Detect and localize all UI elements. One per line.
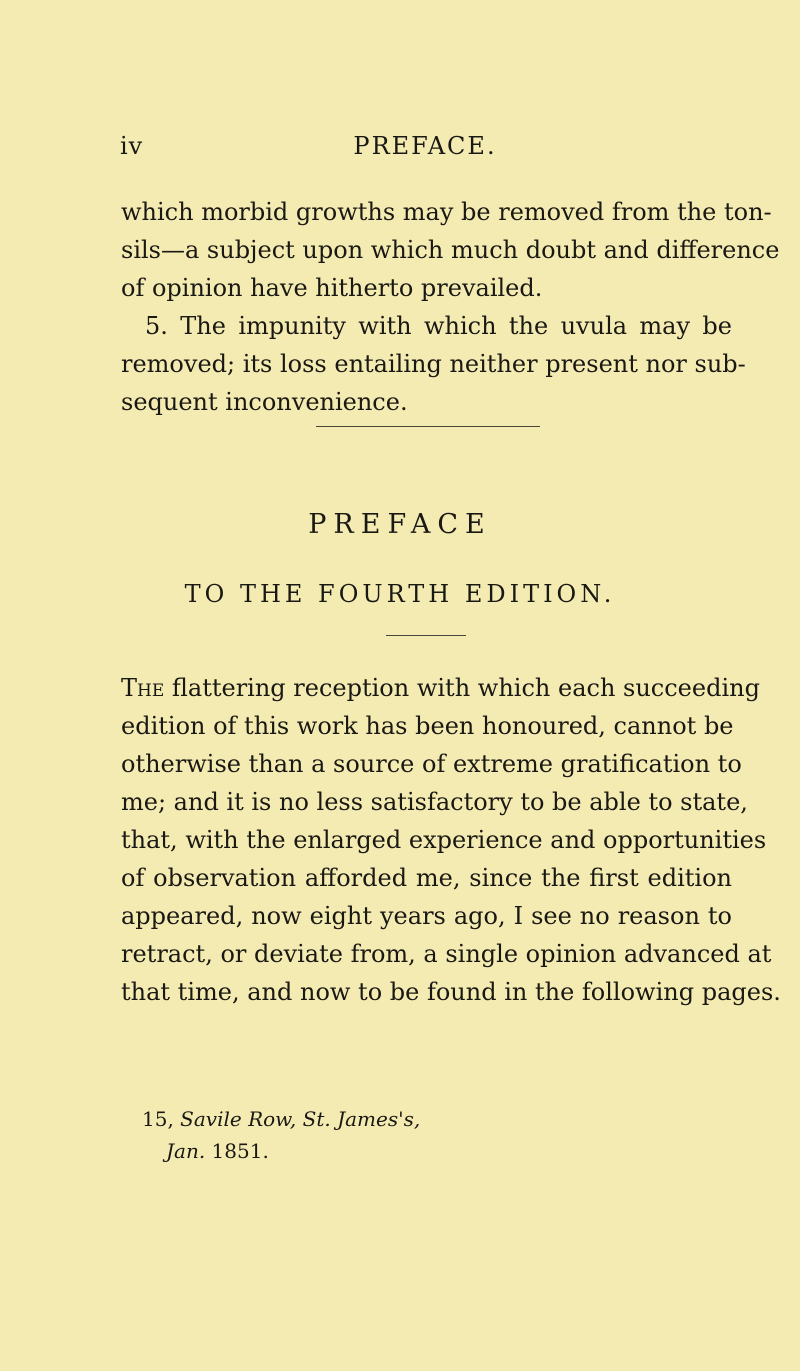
opening-line-text: flattering reception with which each succeeding (171, 674, 760, 702)
text-line: removed; its loss entailing neither present nor sub- (121, 350, 746, 378)
text-line: that time, and now to be found in the following pages. (121, 978, 781, 1006)
text-line: sils—a subject upon which much doubt and difference (121, 236, 780, 264)
text-line: appeared, now eight years ago, I see no reason to (121, 902, 732, 930)
text-line: retract, or deviate from, a single opinion advanced at (121, 940, 772, 968)
street-address: Savile Row, St. James's, (180, 1107, 421, 1131)
opening-word: The (121, 674, 165, 702)
text-line: 5. The impunity with which the uvula may be (145, 312, 732, 340)
intro-paragraph (121, 193, 780, 421)
running-head (120, 132, 730, 172)
text-line: of observation afforded me, since the first edition (121, 864, 732, 892)
section-heading: PREFACE (308, 509, 492, 540)
text-line: of opinion have hitherto prevailed. (121, 274, 543, 302)
signature-address-line (142, 1103, 420, 1135)
section-subheading: TO THE FOURTH EDITION. (184, 580, 616, 608)
date-month: Jan. (166, 1139, 206, 1163)
heading-rule (386, 635, 466, 636)
text-line: otherwise than a source of extreme gratification to (121, 750, 742, 778)
text-line: sequent inconvenience. (121, 388, 408, 416)
signature-block (142, 1103, 420, 1167)
text-line: edition of this work has been honoured, cannot be (121, 712, 734, 740)
section-divider (316, 426, 540, 427)
text-line (121, 669, 760, 707)
signature-date-line (142, 1135, 420, 1167)
text-line: me; and it is no less satisfactory to be able to state, (121, 788, 748, 816)
text-line: that, with the enlarged experience and opportunities (121, 826, 767, 854)
text-line: which morbid growths may be removed from the ton- (121, 198, 772, 226)
page-number: iv (120, 132, 144, 160)
preface-paragraph (121, 669, 781, 1011)
house-number: 15, (142, 1107, 174, 1131)
running-title: PREFACE. (353, 132, 497, 160)
date-year: 1851. (211, 1139, 269, 1163)
